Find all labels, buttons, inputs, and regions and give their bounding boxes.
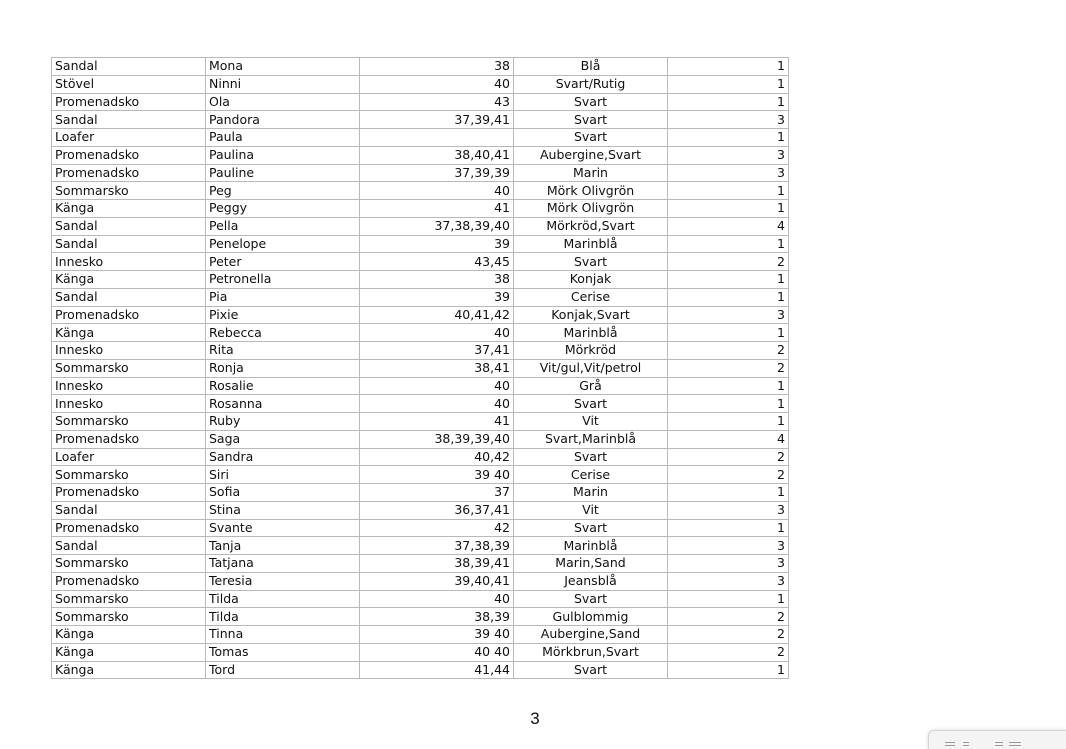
cell-model-name[interactable]: Tanja: [206, 537, 360, 555]
table-row: [52, 164, 789, 182]
cell-quantity[interactable]: 1: [668, 661, 789, 679]
cell-sizes[interactable]: 38: [360, 271, 514, 289]
table-row: [52, 58, 789, 76]
cell-sizes[interactable]: 42: [360, 519, 514, 537]
cell-color[interactable]: Marinblå: [514, 324, 668, 342]
cell-shoe-type[interactable]: Sandal: [52, 217, 206, 235]
cell-sizes[interactable]: 38,39: [360, 608, 514, 626]
cell-color[interactable]: Svart: [514, 519, 668, 537]
cell-model-name[interactable]: Saga: [206, 430, 360, 448]
table-row: [52, 146, 789, 164]
cell-model-name[interactable]: Tord: [206, 661, 360, 679]
cell-color[interactable]: Konjak: [514, 271, 668, 289]
cell-sizes[interactable]: [360, 129, 514, 147]
cell-color[interactable]: Marin: [514, 164, 668, 182]
cell-quantity[interactable]: 3: [668, 111, 789, 129]
table-row: [52, 466, 789, 484]
cell-color[interactable]: Aubergine,Sand: [514, 626, 668, 644]
cell-shoe-type[interactable]: Känga: [52, 324, 206, 342]
cell-quantity[interactable]: 2: [668, 466, 789, 484]
table-row: [52, 111, 789, 129]
cell-model-name[interactable]: Mona: [206, 58, 360, 76]
cell-shoe-type[interactable]: Sommarsko: [52, 608, 206, 626]
cell-shoe-type[interactable]: Sommarsko: [52, 182, 206, 200]
cell-color[interactable]: Vit: [514, 501, 668, 519]
table-row: [52, 501, 789, 519]
cell-sizes[interactable]: 37,39,41: [360, 111, 514, 129]
table-row: [52, 448, 789, 466]
cell-sizes[interactable]: 40,41,42: [360, 306, 514, 324]
cell-shoe-type[interactable]: Känga: [52, 271, 206, 289]
cell-color[interactable]: Svart,Marinblå: [514, 430, 668, 448]
table-row: [52, 324, 789, 342]
cell-quantity[interactable]: 2: [668, 359, 789, 377]
table-row: [52, 306, 789, 324]
cell-color[interactable]: Svart: [514, 590, 668, 608]
cell-color[interactable]: Mörk Olivgrön: [514, 200, 668, 218]
table-row: [52, 182, 789, 200]
cell-model-name[interactable]: Svante: [206, 519, 360, 537]
cell-sizes[interactable]: 40: [360, 377, 514, 395]
cell-sizes[interactable]: 39 40: [360, 466, 514, 484]
cell-color[interactable]: Marinblå: [514, 537, 668, 555]
cell-sizes[interactable]: 38,41: [360, 359, 514, 377]
table-row: [52, 288, 789, 306]
cell-sizes[interactable]: 37,38,39: [360, 537, 514, 555]
cell-model-name[interactable]: Rosalie: [206, 377, 360, 395]
cell-color[interactable]: Blå: [514, 58, 668, 76]
table-row: [52, 608, 789, 626]
cell-model-name[interactable]: Stina: [206, 501, 360, 519]
cell-quantity[interactable]: 1: [668, 75, 789, 93]
cell-sizes[interactable]: 41: [360, 200, 514, 218]
cell-color[interactable]: Cerise: [514, 466, 668, 484]
cell-color[interactable]: Svart/Rutig: [514, 75, 668, 93]
table-row: [52, 253, 789, 271]
cell-color[interactable]: Svart: [514, 253, 668, 271]
cell-quantity[interactable]: 1: [668, 271, 789, 289]
cell-sizes[interactable]: 43,45: [360, 253, 514, 271]
cell-shoe-type[interactable]: Sandal: [52, 501, 206, 519]
table-row: [52, 217, 789, 235]
cell-quantity[interactable]: 3: [668, 146, 789, 164]
cell-color[interactable]: Cerise: [514, 288, 668, 306]
cell-quantity[interactable]: 2: [668, 626, 789, 644]
cell-color[interactable]: Svart: [514, 395, 668, 413]
cell-sizes[interactable]: 38,39,39,40: [360, 430, 514, 448]
table-body: [52, 58, 789, 679]
cell-shoe-type[interactable]: Sandal: [52, 235, 206, 253]
table-row: [52, 200, 789, 218]
cell-model-name[interactable]: Rebecca: [206, 324, 360, 342]
cell-sizes[interactable]: 38: [360, 58, 514, 76]
table-row: [52, 626, 789, 644]
cell-model-name[interactable]: Ola: [206, 93, 360, 111]
cell-color[interactable]: Mörk Olivgrön: [514, 182, 668, 200]
cell-model-name[interactable]: Paula: [206, 129, 360, 147]
cell-shoe-type[interactable]: Sandal: [52, 58, 206, 76]
cell-quantity[interactable]: 2: [668, 342, 789, 360]
table-row: [52, 271, 789, 289]
cell-quantity[interactable]: 3: [668, 164, 789, 182]
cell-quantity[interactable]: 1: [668, 93, 789, 111]
cell-quantity[interactable]: 1: [668, 235, 789, 253]
cell-quantity[interactable]: 1: [668, 182, 789, 200]
cell-sizes[interactable]: 40 40: [360, 643, 514, 661]
cell-color[interactable]: Svart: [514, 111, 668, 129]
cell-sizes[interactable]: 40: [360, 324, 514, 342]
cell-quantity[interactable]: 3: [668, 501, 789, 519]
cell-quantity[interactable]: 1: [668, 395, 789, 413]
cell-shoe-type[interactable]: Innesko: [52, 253, 206, 271]
cell-quantity[interactable]: 4: [668, 430, 789, 448]
table-row: [52, 555, 789, 573]
cell-model-name[interactable]: Rita: [206, 342, 360, 360]
cell-quantity[interactable]: 1: [668, 519, 789, 537]
cell-shoe-type[interactable]: Sommarsko: [52, 413, 206, 431]
cell-quantity[interactable]: 1: [668, 200, 789, 218]
cell-sizes[interactable]: 43: [360, 93, 514, 111]
cell-color[interactable]: Svart: [514, 448, 668, 466]
cell-color[interactable]: Konjak,Svart: [514, 306, 668, 324]
cell-shoe-type[interactable]: Promenadsko: [52, 430, 206, 448]
cell-sizes[interactable]: 39: [360, 288, 514, 306]
cell-shoe-type[interactable]: Sommarsko: [52, 466, 206, 484]
cell-model-name[interactable]: Rosanna: [206, 395, 360, 413]
cell-shoe-type[interactable]: Innesko: [52, 395, 206, 413]
table-row: [52, 75, 789, 93]
cell-shoe-type[interactable]: Sommarsko: [52, 359, 206, 377]
cell-sizes[interactable]: 41,44: [360, 661, 514, 679]
cell-shoe-type[interactable]: Promenadsko: [52, 306, 206, 324]
cell-sizes[interactable]: 38,40,41: [360, 146, 514, 164]
table-row: [52, 484, 789, 502]
cell-shoe-type[interactable]: Känga: [52, 661, 206, 679]
table-row: [52, 643, 789, 661]
cell-color[interactable]: Svart: [514, 661, 668, 679]
cell-color[interactable]: Mörkröd,Svart: [514, 217, 668, 235]
cell-shoe-type[interactable]: Promenadsko: [52, 146, 206, 164]
cell-color[interactable]: Gulblommig: [514, 608, 668, 626]
cell-model-name[interactable]: Pixie: [206, 306, 360, 324]
cell-model-name[interactable]: Tinna: [206, 626, 360, 644]
cell-color[interactable]: Vit/gul,Vit/petrol: [514, 359, 668, 377]
table-row: [52, 342, 789, 360]
page-number: 3: [530, 709, 540, 728]
inventory-table: [51, 57, 789, 679]
cell-sizes[interactable]: 40: [360, 590, 514, 608]
cell-model-name[interactable]: Pella: [206, 217, 360, 235]
cell-color[interactable]: Vit: [514, 413, 668, 431]
cell-quantity[interactable]: 1: [668, 413, 789, 431]
table-row: [52, 430, 789, 448]
cell-quantity[interactable]: 1: [668, 377, 789, 395]
cell-sizes[interactable]: 37,38,39,40: [360, 217, 514, 235]
page-thumbnail-icon[interactable]: [928, 730, 1066, 749]
cell-color[interactable]: Marin,Sand: [514, 555, 668, 573]
table-row: [52, 93, 789, 111]
cell-color[interactable]: Jeansblå: [514, 572, 668, 590]
cell-shoe-type[interactable]: Känga: [52, 643, 206, 661]
cell-quantity[interactable]: 1: [668, 288, 789, 306]
cell-quantity[interactable]: 3: [668, 306, 789, 324]
cell-color[interactable]: Mörkbrun,Svart: [514, 643, 668, 661]
cell-quantity[interactable]: 2: [668, 253, 789, 271]
cell-quantity[interactable]: 3: [668, 572, 789, 590]
cell-model-name[interactable]: Sandra: [206, 448, 360, 466]
cell-quantity[interactable]: 1: [668, 590, 789, 608]
cell-sizes[interactable]: 40,42: [360, 448, 514, 466]
table-row: [52, 413, 789, 431]
table-row: [52, 395, 789, 413]
cell-sizes[interactable]: 37: [360, 484, 514, 502]
cell-quantity[interactable]: 2: [668, 608, 789, 626]
cell-model-name[interactable]: Ninni: [206, 75, 360, 93]
cell-shoe-type[interactable]: Stövel: [52, 75, 206, 93]
cell-shoe-type[interactable]: Känga: [52, 200, 206, 218]
cell-model-name[interactable]: Ronja: [206, 359, 360, 377]
cell-sizes[interactable]: 37,41: [360, 342, 514, 360]
cell-model-name[interactable]: Siri: [206, 466, 360, 484]
cell-color[interactable]: Marinblå: [514, 235, 668, 253]
cell-quantity[interactable]: 4: [668, 217, 789, 235]
table-row: [52, 537, 789, 555]
table-row: [52, 359, 789, 377]
cell-color[interactable]: Grå: [514, 377, 668, 395]
cell-model-name[interactable]: Paulina: [206, 146, 360, 164]
cell-quantity[interactable]: 1: [668, 129, 789, 147]
cell-model-name[interactable]: Petronella: [206, 271, 360, 289]
cell-model-name[interactable]: Tilda: [206, 608, 360, 626]
cell-model-name[interactable]: Peg: [206, 182, 360, 200]
cell-model-name[interactable]: Peter: [206, 253, 360, 271]
cell-model-name[interactable]: Peggy: [206, 200, 360, 218]
cell-shoe-type[interactable]: Promenadsko: [52, 572, 206, 590]
cell-quantity[interactable]: 1: [668, 58, 789, 76]
cell-quantity[interactable]: 3: [668, 537, 789, 555]
cell-shoe-type[interactable]: Sandal: [52, 288, 206, 306]
cell-model-name[interactable]: Tomas: [206, 643, 360, 661]
cell-color[interactable]: Aubergine,Svart: [514, 146, 668, 164]
table-row: [52, 590, 789, 608]
cell-quantity[interactable]: 3: [668, 555, 789, 573]
cell-model-name[interactable]: Tilda: [206, 590, 360, 608]
cell-model-name[interactable]: Teresia: [206, 572, 360, 590]
cell-shoe-type[interactable]: Promenadsko: [52, 484, 206, 502]
cell-shoe-type[interactable]: Promenadsko: [52, 93, 206, 111]
cell-sizes[interactable]: 40: [360, 75, 514, 93]
cell-color[interactable]: Svart: [514, 93, 668, 111]
cell-model-name[interactable]: Pia: [206, 288, 360, 306]
cell-sizes[interactable]: 37,39,39: [360, 164, 514, 182]
cell-color[interactable]: Svart: [514, 129, 668, 147]
table-row: [52, 235, 789, 253]
cell-sizes[interactable]: 39 40: [360, 626, 514, 644]
cell-shoe-type[interactable]: Känga: [52, 626, 206, 644]
table-row: [52, 661, 789, 679]
cell-shoe-type[interactable]: Sandal: [52, 111, 206, 129]
table-row: [52, 129, 789, 147]
cell-model-name[interactable]: Ruby: [206, 413, 360, 431]
cell-shoe-type[interactable]: Promenadsko: [52, 519, 206, 537]
cell-shoe-type[interactable]: Sommarsko: [52, 555, 206, 573]
cell-shoe-type[interactable]: Innesko: [52, 377, 206, 395]
cell-model-name[interactable]: Pandora: [206, 111, 360, 129]
cell-color[interactable]: Mörkröd: [514, 342, 668, 360]
cell-sizes[interactable]: 41: [360, 413, 514, 431]
cell-model-name[interactable]: Penelope: [206, 235, 360, 253]
cell-model-name[interactable]: Sofia: [206, 484, 360, 502]
cell-quantity[interactable]: 1: [668, 324, 789, 342]
cell-shoe-type[interactable]: Sommarsko: [52, 590, 206, 608]
cell-quantity[interactable]: 2: [668, 643, 789, 661]
cell-sizes[interactable]: 39,40,41: [360, 572, 514, 590]
cell-sizes[interactable]: 36,37,41: [360, 501, 514, 519]
cell-quantity[interactable]: 2: [668, 448, 789, 466]
cell-shoe-type[interactable]: Promenadsko: [52, 164, 206, 182]
cell-sizes[interactable]: 39: [360, 235, 514, 253]
cell-shoe-type[interactable]: Loafer: [52, 129, 206, 147]
cell-shoe-type[interactable]: Loafer: [52, 448, 206, 466]
cell-shoe-type[interactable]: Innesko: [52, 342, 206, 360]
cell-model-name[interactable]: Pauline: [206, 164, 360, 182]
cell-quantity[interactable]: 1: [668, 484, 789, 502]
table-row: [52, 572, 789, 590]
cell-sizes[interactable]: 38,39,41: [360, 555, 514, 573]
cell-color[interactable]: Marin: [514, 484, 668, 502]
table-row: [52, 377, 789, 395]
table-row: [52, 519, 789, 537]
cell-sizes[interactable]: 40: [360, 395, 514, 413]
cell-model-name[interactable]: Tatjana: [206, 555, 360, 573]
cell-shoe-type[interactable]: Sandal: [52, 537, 206, 555]
cell-sizes[interactable]: 40: [360, 182, 514, 200]
